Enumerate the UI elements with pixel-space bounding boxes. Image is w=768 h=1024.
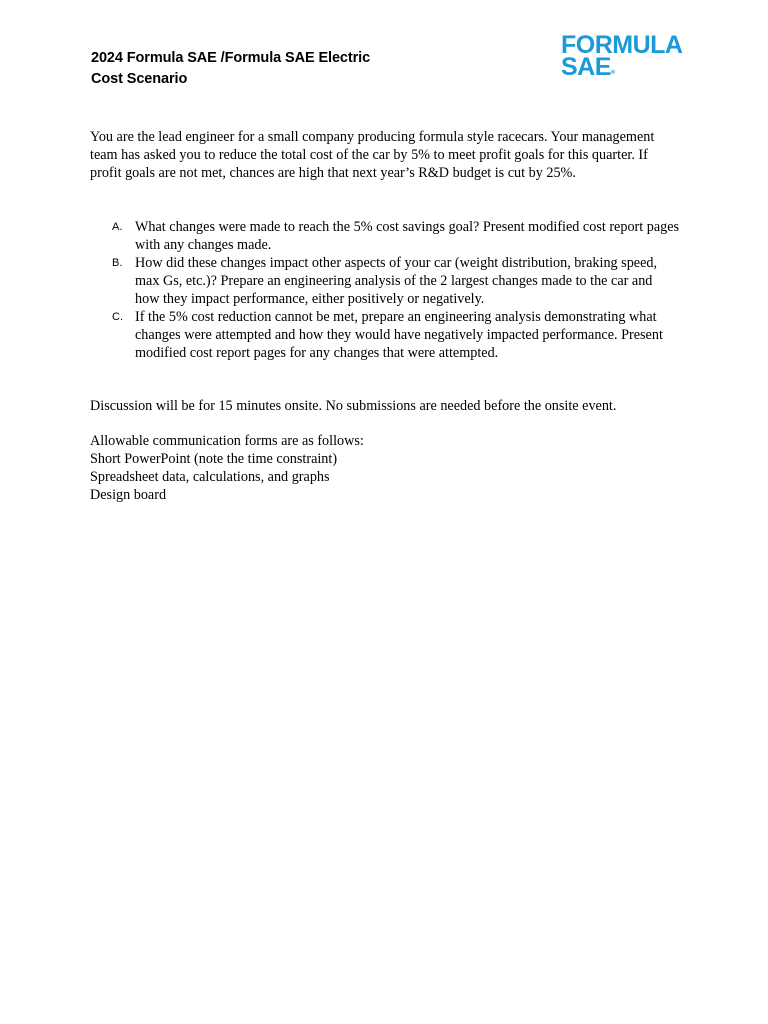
question-text: What changes were made to reach the 5% cost savings goal? Present modified cost report pages with any changes made. [135,219,680,253]
question-text: If the 5% cost reduction cannot be met, prepare an engineering analysis demonstrating what changes were attempted and how they would have negatively impacted performance. Present modified cost report pages for any changes that were attempted. [135,309,663,361]
communication-item: Short PowerPoint (note the time constraint) [90,451,338,467]
logo-sae-text: SAE [561,53,611,81]
question-item-b [90,254,690,308]
registered-mark: ® [610,70,616,76]
document-title-line-1: 2024 Formula SAE /Formula SAE Electric [91,50,371,66]
logo-line-2 [561,53,682,85]
question-list [90,218,690,362]
question-text: How did these changes impact other aspects of your car (weight distribution, braking speed, max Gs, etc.)? Prepare an engineering analysis of the 2 largest changes made to the car and how they impact performance, either positively or negatively. [135,255,658,307]
communication-heading: Allowable communication forms are as follows: [90,433,364,449]
question-item-c [90,308,690,362]
document-title [91,48,370,90]
communication-forms [90,432,680,504]
question-letter: C. [112,311,123,323]
formula-sae-logo [561,31,683,85]
question-letter: B. [112,257,123,269]
question-item-a [90,218,690,254]
document-title-line-2: Cost Scenario [91,71,188,87]
question-letter: A. [112,221,123,233]
intro-paragraph: You are the lead engineer for a small company producing formula style racecars. Your management team has asked you to reduce the total cost of the car by 5% to meet profit goals for this quarter. If profit goals are not met, chances are high that next year’s R&D budget is cut by 25%. [90,129,655,181]
logo-line-1: FORMULA [561,31,683,59]
communication-item: Spreadsheet data, calculations, and graphs [90,469,330,485]
communication-item: Design board [90,487,167,503]
discussion-paragraph: Discussion will be for 15 minutes onsite. No submissions are needed before the onsite event. [90,398,617,414]
